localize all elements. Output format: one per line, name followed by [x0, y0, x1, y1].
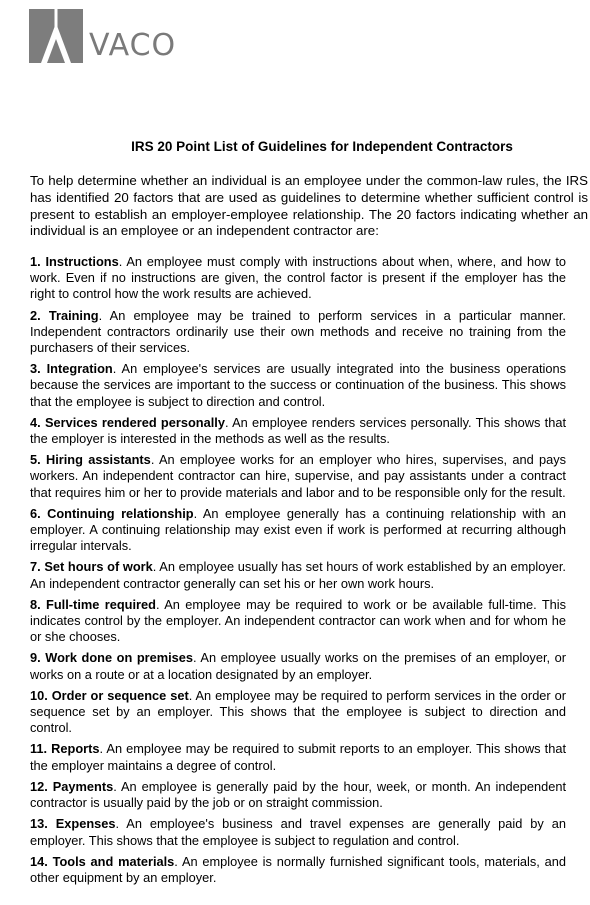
guideline-item: [30, 506, 566, 555]
guideline-heading: 14. Tools and materials: [30, 853, 175, 869]
guideline-heading: 5. Hiring assistants: [30, 452, 151, 468]
guideline-item: [30, 415, 566, 447]
guideline-item: [30, 854, 566, 886]
guideline-heading: 8. Full-time required: [30, 596, 156, 612]
vaco-logo-mark-icon: [29, 9, 83, 63]
guideline-heading: 4. Services rendered personally: [30, 414, 225, 430]
guideline-body: . An employee's services are usually integrated into the business operations because the services are important to the success or continuation of the business. This shows that the employee is subject to direction and control.: [30, 361, 566, 409]
guideline-body: . An employee is normally furnished significant tools, materials, and other equipment by an employer.: [30, 853, 566, 885]
guideline-body: . An employee must comply with instructions about when, where, and how to work. Even if no instructions are given, the control factor is present if the employer has the right to control how the work results are achieved.: [30, 254, 566, 302]
vaco-logo: [29, 9, 199, 63]
guideline-heading: 11. Reports: [30, 741, 100, 757]
logo-text: VACO: [89, 28, 177, 63]
guideline-body: . An employee is generally paid by the hour, week, or month. An independent contractor is usually paid by the job or on straight commission.: [30, 778, 566, 811]
guideline-heading: 1. Instructions: [30, 254, 119, 269]
guideline-item: [30, 559, 566, 591]
guideline-body: . An employee renders services personally. This shows that the employer is interested in the methods as well as the results.: [30, 414, 566, 447]
guideline-item: [30, 741, 566, 773]
guidelines-list: [30, 254, 566, 891]
guideline-item: [30, 254, 566, 303]
guideline-item: [30, 308, 566, 357]
guideline-item: [30, 816, 566, 848]
guideline-item: [30, 361, 566, 410]
guideline-heading: 3. Integration: [30, 361, 113, 377]
guideline-body: . An employee usually works on the premises of an employer, or works on a route or at a location designated by an employer.: [30, 650, 566, 682]
guideline-body: . An employee usually has set hours of work established by an employer. An independent contractor generally can set his or her own work hours.: [30, 559, 566, 591]
guideline-body: . An employee's business and travel expenses are generally paid by an employer. This shows that the employee is subject to regulation and control.: [30, 816, 566, 848]
guideline-item: [30, 452, 566, 501]
guideline-heading: 12. Payments: [30, 778, 114, 794]
guideline-heading: 9. Work done on premises: [30, 650, 194, 666]
guideline-item: [30, 597, 566, 646]
guideline-heading: 13. Expenses: [30, 816, 116, 832]
document-title: IRS 20 Point List of Guidelines for Independent Contractors: [131, 139, 513, 154]
guideline-body: . An employee may be trained to perform services in a particular manner. Independent contractors ordinarily use their own methods and receive no training from the purchasers of their services.: [30, 307, 566, 356]
guideline-item: [30, 688, 566, 737]
guideline-body: . An employee works for an employer who hires, supervises, and pays workers. An independent contractor can hire, supervise, and pay assistants under a contract that requires him or her to provide materials and labor and to be responsible only for the result.: [30, 452, 566, 500]
guideline-heading: 10. Order or sequence set: [30, 687, 189, 703]
guideline-body: . An employee generally has a continuing relationship with an employer. A continuing relationship may exist even if work is performed at recurring although irregular intervals.: [30, 505, 566, 554]
guideline-body: . An employee may be required to submit reports to an employer. This shows that the employer maintains a degree of control.: [30, 741, 566, 773]
guideline-heading: 6. Continuing relationship: [30, 505, 194, 521]
intro-paragraph: To help determine whether an individual is an employee under the common-law rules, the IRS has identified 20 factors that are used as guidelines to determine whether sufficient control is present to establish an employer-employee relationship. The 20 factors indicating whether an individual is an employee or an independent contractor are:: [30, 173, 588, 239]
guideline-heading: 2. Training: [30, 307, 99, 323]
guideline-body: . An employee may be required to work or be available full-time. This indicates control by the employer. An independent contractor can work when and for whom he or she chooses.: [30, 596, 567, 645]
guideline-item: [30, 779, 566, 811]
guideline-body: . An employee may be required to perform services in the order or sequence set by an employer. This shows that the employee is subject to direction and control.: [30, 687, 566, 736]
guideline-heading: 7. Set hours of work: [30, 559, 153, 575]
guideline-item: [30, 650, 566, 682]
